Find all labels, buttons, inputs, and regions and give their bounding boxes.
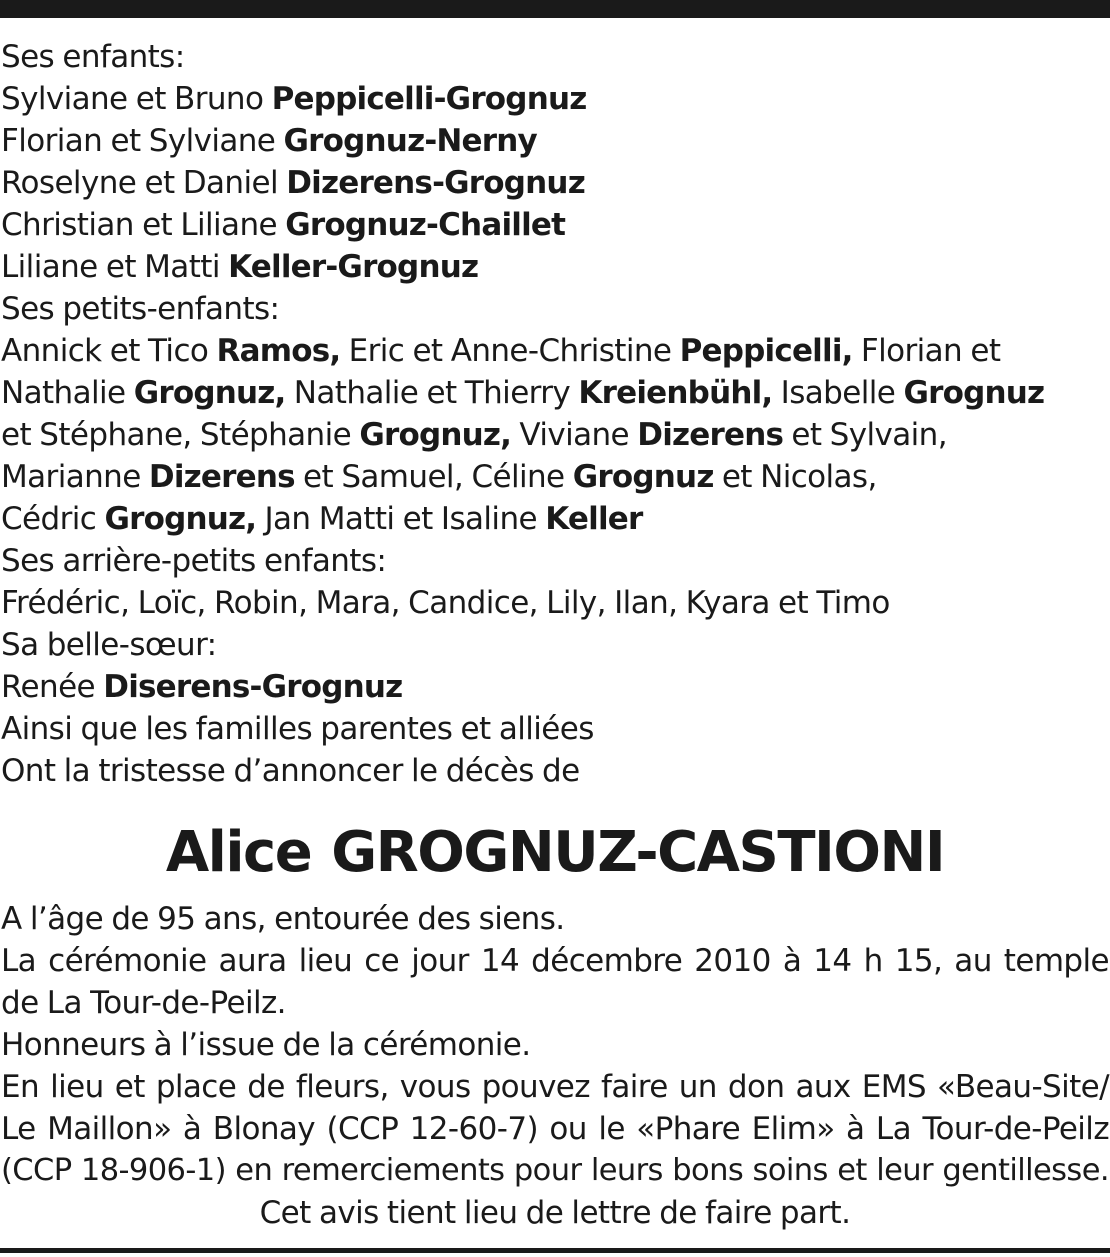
surname: Ramos, [216,333,341,369]
surname: Dizerens-Grognuz [286,165,585,201]
text-run: et Stéphane, Stéphanie [1,417,360,453]
text-run: Ses enfants: [1,39,185,75]
surname: Grognuz-Chaillet [285,207,566,243]
family-line [1,372,1109,414]
detail-line: En lieu et place de fleurs, vous pouvez faire un don aux EMS «Beau-Site/ [1,1069,1109,1105]
deceased-name: Alice GROGNUZ-CASTIONI [165,820,945,885]
text-run: Annick et Tico [1,333,217,369]
text-run: Isabelle [772,375,904,411]
text-run: Renée [1,669,104,705]
text-run: Nathalie [1,375,134,411]
detail-line: Le Maillon» à Blonay (CCP 12-60-7) ou le «Phare Elim» à La Tour-de-Peilz [1,1111,1109,1147]
family-line [1,540,1109,582]
surname: Grognuz, [359,417,512,453]
family-line [1,246,1109,288]
text-run: Jan Matti et Isaline [256,501,546,537]
ceremony-details [1,898,1109,1234]
detail-line: de La Tour-de-Peilz. [1,985,286,1021]
family-line [1,204,1109,246]
surname: Grognuz, [133,375,286,411]
surname: Peppicelli, [679,333,853,369]
family-line [1,456,1109,498]
family-line [1,582,1109,624]
text-run: Florian et Sylviane [1,123,284,159]
text-run: Christian et Liliane [1,207,286,243]
detail-line: (CCP 18-906-1) en remerciements pour leurs bons soins et leur gentillesse. [1,1153,1109,1188]
family-line [1,414,1109,456]
surname: Grognuz, [104,501,257,537]
text-run: Florian et [852,333,1001,369]
text-run: et Nicolas, [713,459,877,495]
text-run: et Samuel, Céline [294,459,573,495]
text-run: Marianne [1,459,149,495]
top-rule [0,0,1110,18]
family-line [1,624,1109,666]
text-run: Cédric [1,501,105,537]
detail-line: La cérémonie aura lieu ce jour 14 décembre 2010 à 14 h 15, au temple [1,943,1109,979]
text-run: Liliane et Matti [1,249,229,285]
text-run: Ses petits-enfants: [1,291,280,327]
text-run: Sa belle-sœur: [1,627,217,663]
family-line [1,120,1109,162]
surname: Grognuz [903,375,1045,411]
text-run: Roselyne et Daniel [1,165,287,201]
text-run: Viviane [511,417,638,453]
detail-line: A l’âge de 95 ans, entourée des siens. [1,901,565,937]
text-run: Frédéric, Loïc, Robin, Mara, Candice, Lily, Ilan, Kyara et Timo [1,585,890,621]
family-line [1,162,1109,204]
family-line [1,78,1109,120]
family-line [1,666,1109,708]
family-line [1,708,1109,750]
surname: Dizerens [637,417,784,453]
text-run: Ses arrière-petits enfants: [1,543,387,579]
surname: Dizerens [148,459,295,495]
surname: Keller [545,501,643,537]
text-run: Nathalie et Thierry [285,375,579,411]
surname: Grognuz [572,459,714,495]
surname: Keller-Grognuz [228,249,479,285]
bottom-rule [0,1248,1110,1253]
surname: Diserens-Grognuz [103,669,403,705]
family-line [1,36,1109,78]
family-list [1,36,1109,792]
text-run: Ainsi que les familles parentes et alliées [1,711,594,747]
family-line [1,498,1109,540]
family-line [1,750,1109,792]
text-run: Ont la tristesse d’annoncer le décès de [1,753,580,789]
family-line [1,330,1109,372]
closing-note: Cet avis tient lieu de lettre de faire part. [259,1195,851,1231]
text-run: Sylviane et Bruno [1,81,272,117]
family-line [1,288,1109,330]
text-run: et Sylvain, [783,417,947,453]
surname: Kreienbühl, [578,375,773,411]
text-run: Eric et Anne-Christine [340,333,680,369]
surname: Peppicelli-Grognuz [271,81,587,117]
surname: Grognuz-Nerny [283,123,537,159]
detail-line: Honneurs à l’issue de la cérémonie. [1,1027,531,1063]
